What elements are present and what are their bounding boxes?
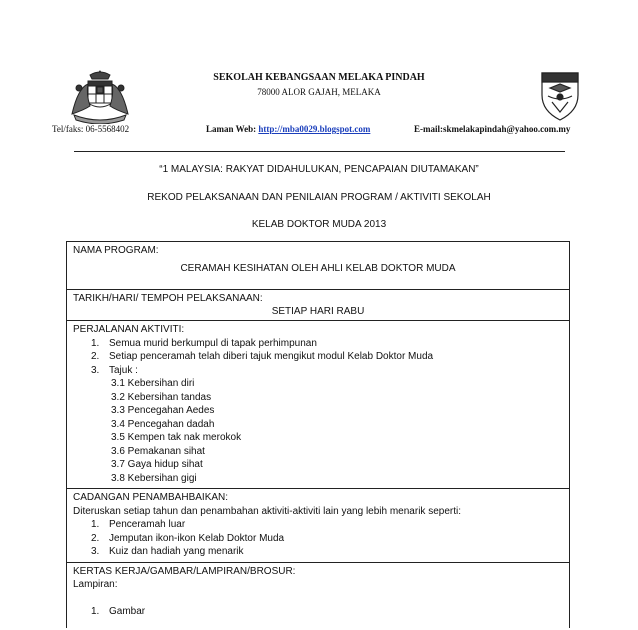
club-title: KELAB DOKTOR MUDA 2013: [251, 219, 387, 230]
list-text: Jemputan ikon-ikon Kelab Doktor Muda: [109, 532, 285, 544]
section-program-name: [67, 242, 569, 290]
attach-sub: Lampiran:: [73, 579, 118, 590]
list-text: Tajuk :: [109, 364, 138, 376]
topic-item: 3.3 Pencegahan Aedes: [111, 405, 215, 416]
activity-label: PERJALANAN AKTIVITI:: [73, 324, 185, 335]
slogan: “1 MALAYSIA: RAKYAT DIDAHULUKAN, PENCAPAIAN DIUTAMAKAN”: [159, 164, 479, 175]
attach-label: KERTAS KERJA/GAMBAR/LAMPIRAN/BROSUR:: [73, 565, 296, 577]
tel-fax: Tel/faks: 06-5568402: [52, 124, 130, 134]
spacer: [73, 592, 563, 606]
website-label: Laman Web:: [206, 124, 259, 134]
program-form-table: [66, 241, 570, 628]
list-number: 3.: [91, 546, 100, 557]
list-text: Setiap penceramah telah diberi tajuk mengikut modul Kelab Doktor Muda: [109, 351, 434, 362]
program-label: NAMA PROGRAM:: [73, 245, 159, 256]
section-activity: [67, 321, 569, 489]
list-item: [73, 364, 563, 378]
topic-item: 3.7 Gaya hidup sihat: [111, 459, 203, 470]
list-number: 1.: [91, 337, 100, 349]
improve-intro: Diteruskan setiap tahun dan penambahan aktiviti-aktiviti lain yang lebih menarik seperti:: [73, 505, 461, 517]
school-name: SEKOLAH KEBANGSAAN MELAKA PINDAH: [213, 72, 425, 83]
website: [206, 124, 370, 134]
date-value: SETIAP HARI RABU: [271, 305, 365, 317]
list-item: [73, 605, 563, 619]
school-address: 78000 ALOR GAJAH, MELAKA: [257, 87, 381, 97]
email: E-mail:skmelakapindah@yahoo.com.my: [414, 124, 571, 134]
website-link[interactable]: http://mba0029.blogspot.com: [258, 124, 371, 134]
improve-label: CADANGAN PENAMBAHBAIKAN:: [73, 492, 229, 503]
record-title: REKOD PELAKSANAAN DAN PENILAIAN PROGRAM / AKTIVITI SEKOLAH: [147, 192, 491, 203]
list-number: 2.: [91, 532, 100, 544]
list-number: 2.: [91, 351, 100, 362]
list-text: Semua murid berkumpul di tapak perhimpunan: [109, 337, 317, 349]
topic-item: 3.8 Kebersihan gigi: [111, 472, 197, 484]
list-item: [73, 350, 563, 364]
topic-item: 3.6 Pemakanan sihat: [111, 445, 205, 457]
list-item: [73, 532, 563, 546]
section-improvement: [67, 489, 569, 563]
list-number: 1.: [91, 606, 100, 617]
list-number: 3.: [91, 364, 100, 376]
topic-item: 3.2 Kebersihan tandas: [111, 391, 212, 403]
list-text: Gambar: [109, 606, 146, 617]
program-value: CERAMAH KESIHATAN OLEH AHLI KELAB DOKTOR MUDA: [180, 262, 456, 274]
section-date: [67, 290, 569, 321]
date-label: TARIKH/HARI/ TEMPOH PELAKSANAAN:: [73, 293, 263, 304]
list-text: Kuiz dan hadiah yang menarik: [109, 546, 244, 557]
list-text: Penceramah luar: [109, 519, 186, 530]
header-divider: [74, 151, 565, 152]
topic-item: 3.5 Kempen tak nak merokok: [111, 432, 242, 443]
list-number: 1.: [91, 519, 100, 530]
list-item: [73, 518, 563, 532]
section-attachments: [67, 563, 569, 628]
topic-item: 3.1 Kebersihan diri: [111, 378, 195, 389]
list-item: [73, 337, 563, 351]
topic-item: 3.4 Pencegahan dadah: [111, 418, 215, 430]
list-item: [73, 545, 563, 559]
